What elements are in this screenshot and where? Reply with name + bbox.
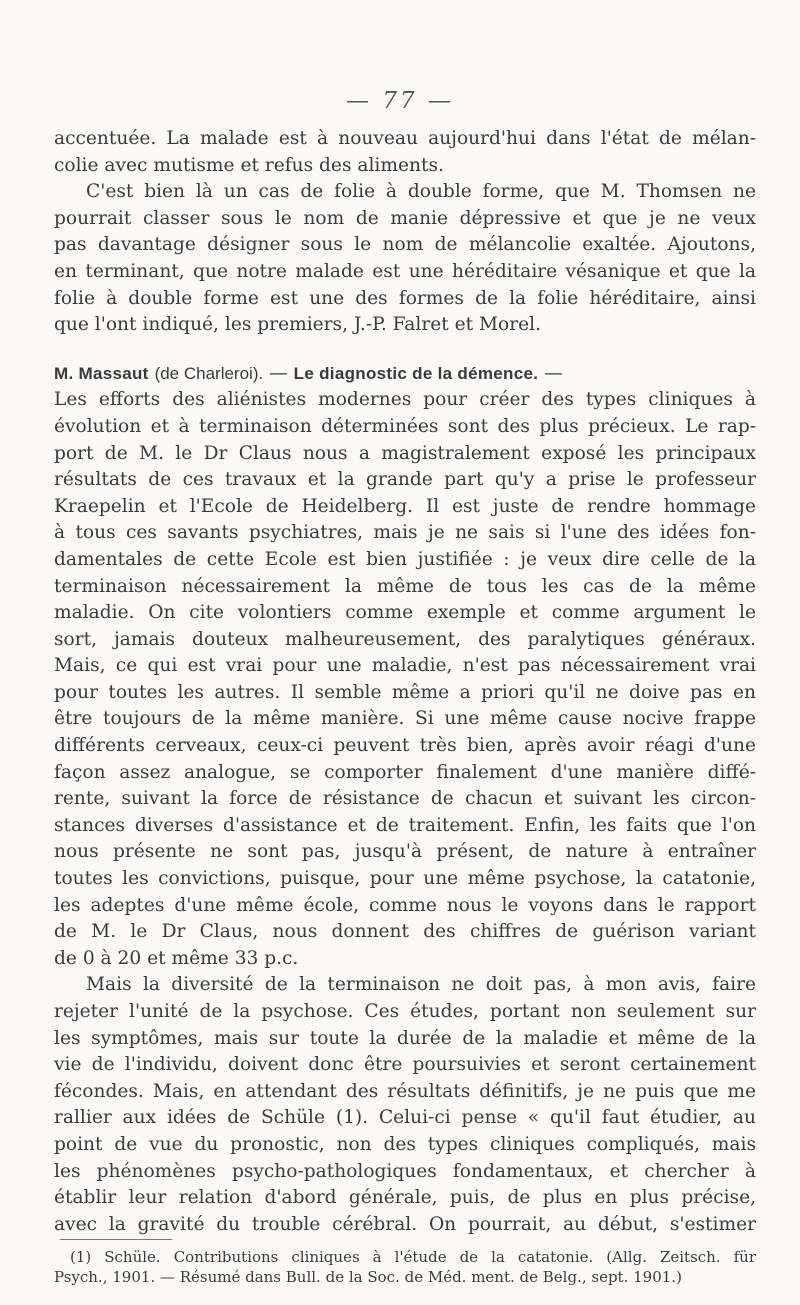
- text-line: Les efforts des aliénistes modernes pour créer des types cliniques à: [54, 389, 756, 411]
- text-line: accentuée. La malade est à nouveau aujourd'hui dans l'état de mélan-: [54, 128, 756, 149]
- text-line: que l'ont indiqué, les premiers, J.-P. Falret et Morel.: [54, 314, 541, 336]
- text-line: les adeptes d'une même école, comme nous le voyons dans le rapport: [54, 894, 756, 916]
- text-line: maladie. On cite volontiers comme exemple et comme argument le: [54, 602, 756, 624]
- text-line: en terminant, que notre malade est une héréditaire vésanique et que la: [54, 260, 756, 282]
- text-line: rente, suivant la force de résistance de chacun et suivant les circon-: [54, 788, 756, 810]
- text-line: les phénomènes psycho-pathologiques fondamentaux, et chercher à: [54, 1160, 756, 1182]
- text-line: pourrait classer sous le nom de manie dépressive et que je ne veux: [54, 207, 756, 229]
- text-line: pas davantage désigner sous le nom de mélancolie exaltée. Ajoutons,: [54, 234, 756, 256]
- paragraph-1: [54, 126, 756, 179]
- text-line: être toujours de la même manière. Si une même cause nocive frappe: [54, 708, 756, 730]
- text-line: port de M. le Dr Claus nous a magistralement exposé les principaux: [54, 442, 756, 464]
- text-line: stances diverses d'assistance et de traitement. Enfin, les faits que l'on: [54, 814, 756, 836]
- page-number: — 77 —: [346, 88, 454, 114]
- text-line: fécondes. Mais, en attendant des résultats définitifs, je ne puis que me: [54, 1080, 756, 1102]
- text-line: toutes les convictions, puisque, pour une même psychose, la catatonie,: [54, 868, 756, 890]
- text-line: façon assez analogue, se comporter finalement d'une manière diffé-: [54, 761, 756, 783]
- text-line: les symptômes, mais sur toute la durée de la maladie et même de la: [54, 1027, 756, 1049]
- paragraph-3: [54, 387, 756, 972]
- text-line: damentales de cette Ecole est bien justifiée : je veux dire celle de la: [54, 548, 756, 570]
- text-line: vie de l'individu, doivent donc être poursuivies et seront certainement: [54, 1054, 756, 1076]
- text-line: résultats de ces travaux et la grande part qu'y a prise le professeur: [54, 469, 756, 491]
- text-line: terminaison nécessairement la même de tous les cas de la même: [54, 575, 756, 597]
- dash: —: [544, 362, 563, 384]
- section-title: Le diagnostic de la démence.: [293, 363, 539, 383]
- text-line: à tous ces savants psychiatres, mais je ne sais si l'une des idées fon-: [54, 522, 756, 544]
- paragraph-2: [54, 179, 756, 339]
- footnote: [54, 1247, 756, 1287]
- text-line: évolution et à terminaison déterminées sont des plus précieux. Le rap-: [54, 415, 756, 437]
- text-line: nous présente ne sont pas, jusqu'à présent, de nature à entraîner: [54, 841, 756, 863]
- text-line: de 0 à 20 et même 33 p.c.: [54, 947, 299, 969]
- section-author: M. Massaut: [54, 363, 149, 383]
- text-line: établir leur relation d'abord générale, puis, de plus en plus précise,: [54, 1187, 756, 1209]
- paragraph-4: [54, 972, 756, 1238]
- text-line: sort, jamais douteux malheureusement, des paralytiques généraux.: [54, 628, 756, 650]
- footnote-line: (1) Schüle. Contributions cliniques à l'étude de la catatonie. (Allg. Zeitsch. für: [70, 1248, 756, 1266]
- text-line: folie à double forme est une des formes de la folie héréditaire, ainsi: [54, 287, 756, 309]
- text-line: C'est bien là un cas de folie à double forme, que M. Thomsen ne: [86, 181, 756, 203]
- text-line: Mais, ce qui est vrai pour une maladie, n'est pas nécessairement vrai: [54, 655, 756, 677]
- text-line: rejeter l'unité de la psychose. Ces études, portant non seulement sur: [54, 1001, 756, 1022]
- section-heading: [54, 361, 756, 388]
- text-line: avec la gravité du trouble cérébral. On pourrait, au début, s'estimer: [54, 1213, 756, 1235]
- text-line: rallier aux idées de Schüle (1). Celui-ci pense « qu'il faut étudier, au: [54, 1107, 756, 1129]
- text-line: Kraepelin et l'Ecole de Heidelberg. Il est juste de rendre hommage: [54, 495, 756, 517]
- footnote-divider: [60, 1239, 172, 1240]
- text-line: Mais la diversité de la terminaison ne doit pas, à mon avis, faire: [86, 974, 756, 996]
- body-text: [54, 126, 756, 1238]
- text-line: point de vue du pronostic, non des types cliniques compliqués, mais: [54, 1133, 756, 1155]
- text-line: de M. le Dr Claus, nous donnent des chiffres de guérison variant: [54, 921, 756, 943]
- text-line: pour toutes les autres. Il semble même a priori qu'il ne doive pas en: [54, 681, 756, 703]
- section-affiliation: (de Charleroi).: [154, 363, 264, 383]
- footnote-line: Psych., 1901. — Résumé dans Bull. de la Soc. de Méd. ment. de Belg., sept. 1901.): [54, 1268, 682, 1286]
- text-line: différents cerveaux, ceux-ci peuvent très bien, après avoir réagi d'une: [54, 735, 756, 757]
- dash: —: [269, 362, 288, 384]
- text-line: colie avec mutisme et refus des aliments.: [54, 154, 444, 176]
